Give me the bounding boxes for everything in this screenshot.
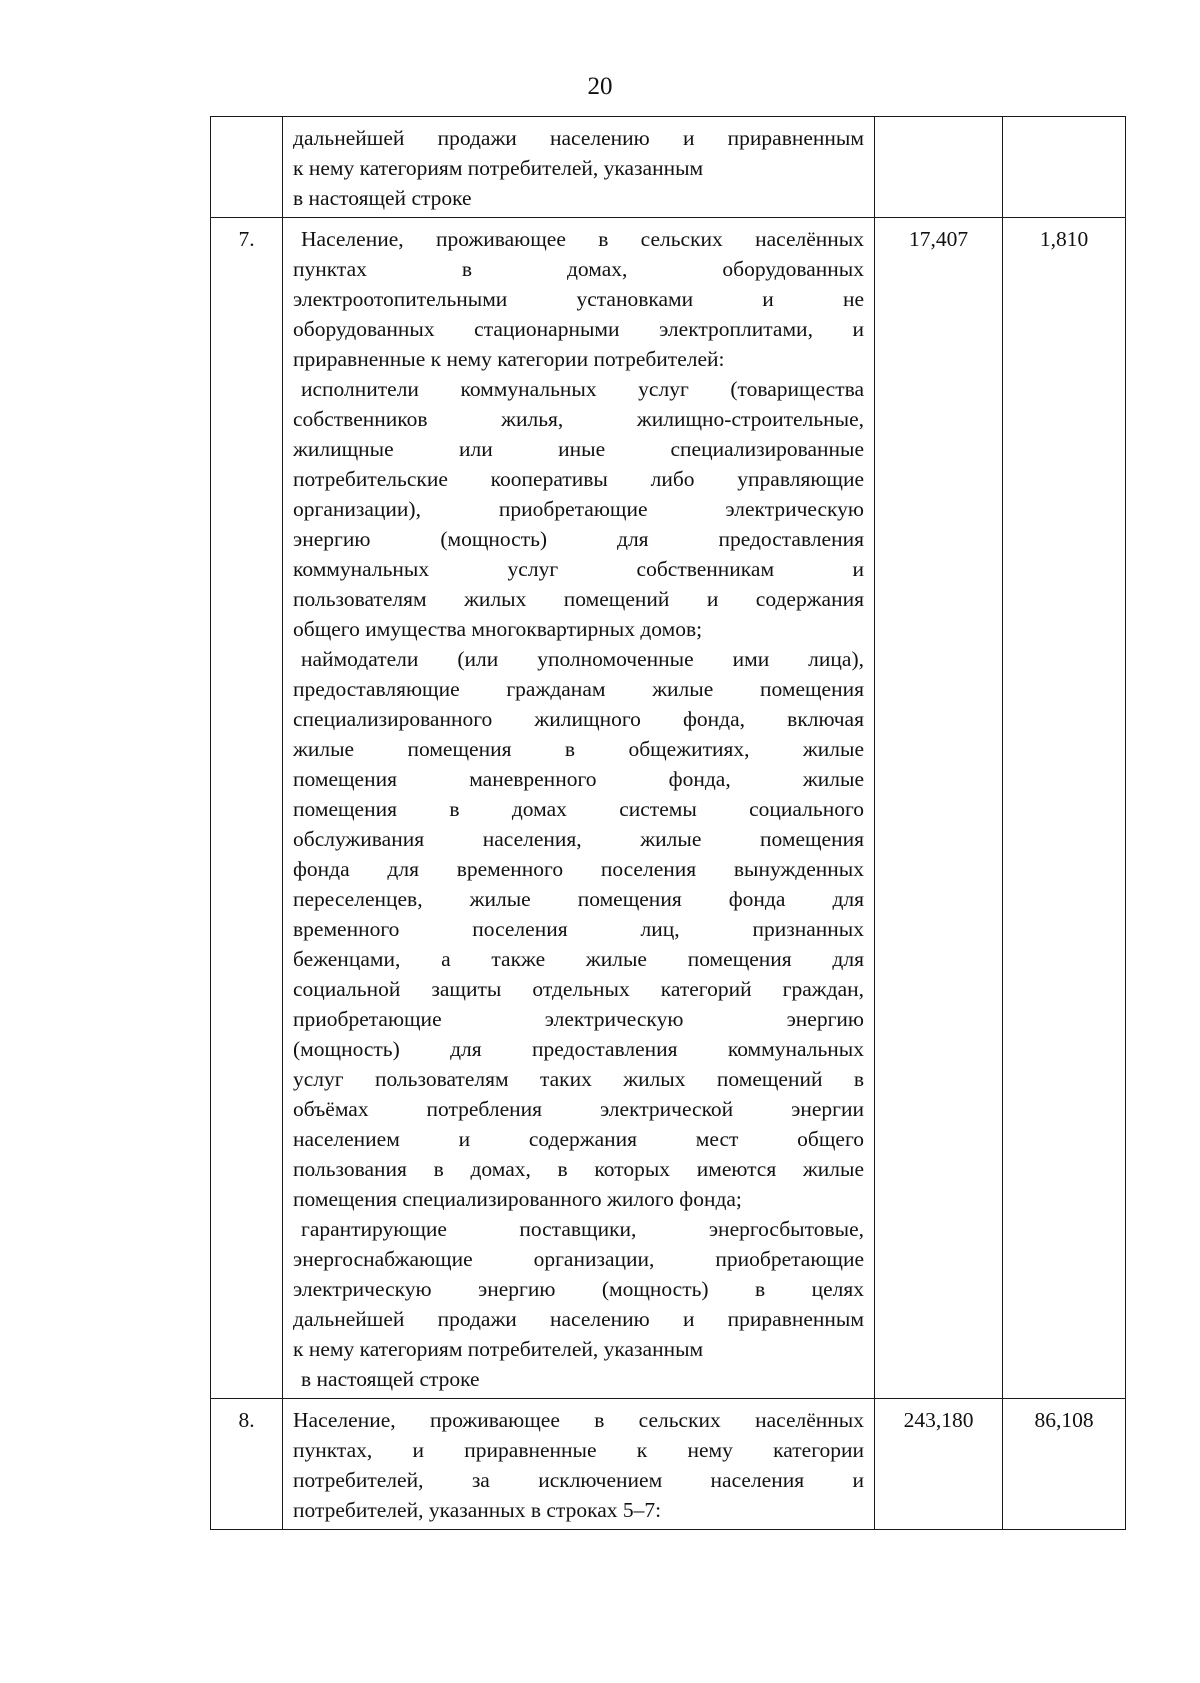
description-line: населением и содержания мест общего: [293, 1127, 864, 1151]
row-description: [283, 1399, 875, 1530]
description-line: электрическую энергию (мощность) в целях: [293, 1277, 864, 1301]
row-value-2: 86,108: [1003, 1399, 1126, 1530]
description-line: приравненные к нему категории потребителей:: [293, 347, 725, 371]
row-number: 7.: [211, 218, 283, 1399]
description-line: коммунальных услуг собственникам и: [293, 557, 864, 581]
description-line: Население, проживающее в сельских населённых: [293, 1408, 864, 1432]
description-line: наймодатели (или уполномоченные ими лица),: [301, 647, 864, 671]
row-value-2: 1,810: [1003, 218, 1126, 1399]
description-line: организации), приобретающие электрическую: [293, 497, 864, 521]
description-line: (мощность) для предоставления коммунальных: [293, 1037, 864, 1061]
description-line: временного поселения лиц, признанных: [293, 917, 864, 941]
description-line: социальной защиты отдельных категорий граждан,: [293, 977, 864, 1001]
description-line: беженцами, а также жилые помещения для: [293, 947, 864, 971]
description-line: пользователям жилых помещений и содержания: [293, 587, 864, 611]
description-line: помещения маневренного фонда, жилые: [293, 767, 864, 791]
description-line: обслуживания населения, жилые помещения: [293, 827, 864, 851]
description-line: фонда для временного поселения вынужденных: [293, 857, 864, 881]
description-line: в настоящей строке: [293, 186, 472, 210]
table-row: [211, 117, 1126, 218]
description-line: электроотопительными установками и не: [293, 287, 864, 311]
tariff-table: [210, 116, 1126, 1530]
description-line: энергию (мощность) для предоставления: [293, 527, 864, 551]
row-value-1: [875, 117, 1003, 218]
description-line: помещения в домах системы социального: [293, 797, 864, 821]
table-row: [211, 218, 1126, 1399]
description-line: дальнейшей продажи населению и приравненным: [293, 126, 864, 150]
description-line: предоставляющие гражданам жилые помещения: [293, 677, 864, 701]
description-line: объёмах потребления электрической энергии: [293, 1097, 864, 1121]
table-row: [211, 1399, 1126, 1530]
description-line: переселенцев, жилые помещения фонда для: [293, 887, 864, 911]
description-line: исполнители коммунальных услуг (товарищества: [301, 377, 864, 401]
description-line: специализированного жилищного фонда, включая: [293, 707, 864, 731]
description-line: оборудованных стационарными электроплитами, и: [293, 317, 864, 341]
row-value-1: 243,180: [875, 1399, 1003, 1530]
description-line: пунктах, и приравненные к нему категории: [293, 1438, 864, 1462]
row-description: [283, 218, 875, 1399]
description-line: в настоящей строке: [301, 1367, 480, 1391]
description-line: дальнейшей продажи населению и приравненным: [293, 1307, 864, 1331]
description-line: к нему категориям потребителей, указанным: [293, 156, 704, 180]
description-line: энергоснабжающие организации, приобретающие: [293, 1247, 864, 1271]
description-line: к нему категориям потребителей, указанным: [293, 1337, 704, 1361]
description-line: общего имущества многоквартирных домов;: [293, 617, 703, 641]
description-line: Население, проживающее в сельских населённых: [301, 227, 864, 251]
description-line: пользования в домах, в которых имеются жилые: [293, 1157, 864, 1181]
description-line: потребителей, указанных в строках 5–7:: [293, 1498, 662, 1522]
description-line: жилые помещения в общежитиях, жилые: [293, 737, 864, 761]
description-line: услуг пользователям таких жилых помещений в: [293, 1067, 864, 1091]
description-line: помещения специализированного жилого фонда;: [293, 1187, 742, 1211]
row-number: 8.: [211, 1399, 283, 1530]
description-line: собственников жилья, жилищно-строительные,: [293, 407, 864, 431]
row-value-1: 17,407: [875, 218, 1003, 1399]
description-line: гарантирующие поставщики, энергосбытовые,: [301, 1217, 864, 1241]
row-description: [283, 117, 875, 218]
description-line: потребителей, за исключением населения и: [293, 1468, 864, 1492]
page-number: 20: [587, 73, 613, 100]
description-line: приобретающие электрическую энергию: [293, 1007, 864, 1031]
description-line: жилищные или иные специализированные: [293, 437, 864, 461]
description-line: потребительские кооперативы либо управляющие: [293, 467, 864, 491]
row-value-2: [1003, 117, 1126, 218]
row-number: [211, 117, 283, 218]
description-line: пунктах в домах, оборудованных: [293, 257, 864, 281]
